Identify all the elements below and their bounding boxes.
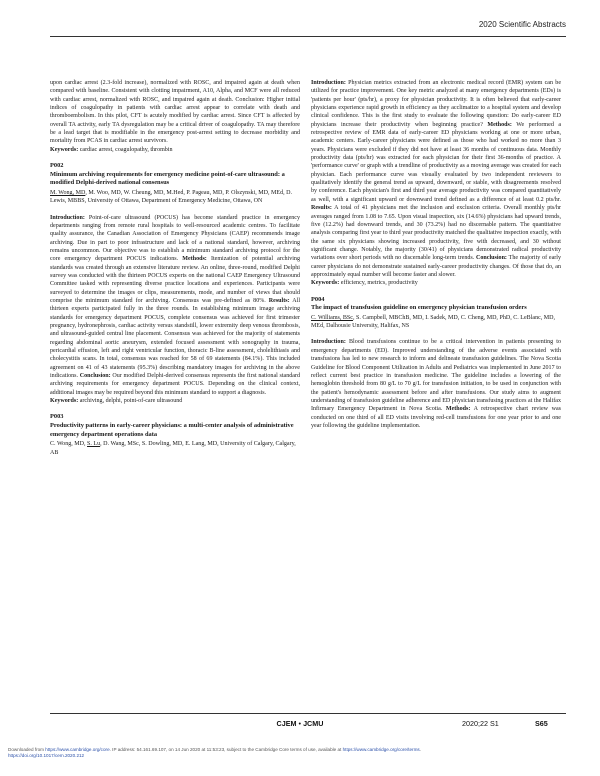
continued-abstract (50, 79, 300, 146)
header-rule (50, 36, 566, 37)
continued-keywords (50, 146, 300, 154)
authors-rest: , S. Campbell, MBChB, MD, I. Sadek, MD, C. Cheng, MD, PhD, C. LeBlanc, MD, MEd, Dalhousie University, Halifax, NS (311, 314, 556, 330)
keywords-label: Keywords: (50, 398, 79, 405)
left-column (50, 79, 300, 457)
keywords-p003 (311, 279, 561, 287)
section-label: Results: (311, 205, 332, 212)
section-label: Introduction: (311, 80, 346, 86)
page-number: S65 (535, 719, 548, 728)
section-text: The majority of early career physicians do not demonstrate sustained early-career productivity changes. Of those that do, an approximately equal number will become faster and slower. (311, 255, 561, 278)
keywords-label: Keywords: (311, 280, 340, 287)
authors-after: , D. Wang, MSc, S. Dowling, MD, E. Lang, MD, University of Calgary, Calgary, AB (50, 441, 296, 456)
journal-name (0, 719, 600, 728)
download-notice (8, 747, 592, 759)
presenting-author: C. Williams, BSc (311, 314, 353, 321)
core-link[interactable]: https://www.cambridge.org/core (45, 747, 110, 752)
section-text: We performed a retrospective review of EMR data of early-career ED physicians working at one or more urban, academic centers. Early-career physicians were defined as those who had worked no more than 3 years. Physicians were excluded if they did not have at least 36 months of continuous data. Monthly productivity data (pts/hr) was extracted for each physician for their first 36-months of practice. A 'performance curve' or graph with a trendline of productivity as a moving average was created for each physician. Each performance curve was visually evaluated by two independent reviewers to qualitatively identify the general trend as upward, downward, or stable, with disagreements resolved by conference. Each physician's first and third year average productivity was compared quantitatively as well, with a significant upward or downward trend defined as a difference of at least 0.2 pts/hr. (311, 121, 562, 203)
authors-rest: , M. Woo, MD, W. Cheung, MD, M.Hed, P. Pageau, MD, P. Olszynski, MD, MEd, D. Lewis, MBBS, University of Ottawa, Department of Emergency Medicine, Ottawa, ON (50, 189, 293, 205)
section-text: A retrospective chart review was conducted on one third of all ED visits involving red-cell transfusions for one year prior to and one year following the guideline implementation. (311, 406, 561, 429)
authors-p003 (50, 440, 300, 457)
section-label: Methods: (445, 406, 471, 413)
authors-p002 (50, 189, 300, 206)
volume-info: 2020;22 S1 (462, 719, 499, 728)
journal-left: CJEM (276, 719, 297, 728)
keywords-text: archiving, delphi, point-of-care ultrasound (78, 398, 183, 405)
keywords-text: efficiency, metrics, productivity (339, 280, 418, 287)
section-label: Introduction: (50, 214, 85, 221)
section-label: Conclusion: (476, 255, 507, 262)
section-text: Point-of-care ultrasound (POCUS) has become standard practice in emergency departments ranging from remote rural hospitals to well-resourced academic centres. To facilitate quality assurance, the Canadian Association of Emergency Physicians (CAEP) recommends image archiving. Due in part to poor infrastructure and lack of a national standard, however, archiving remains uncommon. Our objective was to establish a minimum standard archiving protocol for the core emergency department POCUS indications. (50, 214, 300, 263)
authors-before: C. Wong, MD, (50, 441, 88, 448)
abstract-id-p002: P002 (50, 162, 64, 170)
section-text: Itemization of potential archiving standards was created through an extensive literature review. An online, three-round, modified Delphi survey was conducted with the thirteen POCUS experts on the national CAEP Emergency Ultrasound Committee tasked with representing diverse practice locations and experiences. Participants were surveyed to determine the images or clips, measurements, mode, and number of views that should comprise the minimum standard for archiving. Consensus was pre-defined as 80%. (50, 256, 300, 304)
section-label: Introduction: (311, 339, 346, 346)
journal-separator: • (298, 719, 302, 728)
download-middle: . IP address: 54.161.69.107, on 14 Jun 2020 at 11:53:23, subject to the Cambridge Core terms of use, available at (109, 747, 343, 752)
abstract-body-p002 (50, 214, 300, 398)
section-text: Physician metrics extracted from an electronic medical record (EMR) system can be utilized for practice improvement. One key metric analyzed at many emergency departments (EDs) is 'patients per hour' (pts/hr), a proxy for physician productivity. It is often believed that early-career physicians experience rapid growth in efficiency as they acclimatize to a hospital system and develop clinical confidence. This is the first study to evaluate the following question: Do early-career ED physicians increase their productivity when beginning practice? (311, 80, 561, 128)
section-text: Blood transfusions continue to be a critical intervention in patients presenting to emergency departments (ED). Improved understanding of the adverse events associated with transfusions has led to new research to inform and delineate transfusion guidelines. The Nova Scotia Guideline for Blood Component Utilization in Adults and Pediatrics was implemented in June 2017 to reflect current best practice in transfusion medicine. The guideline includes a lowering of the hemoglobin threshold from 80 g/L to 70 g/L for transfusion initiation, to be used in conjunction with the patient's hemodynamic assessment before and after transfusions. Our study aims to augment understanding of transfusion guideline adherence and ED physician transfusing practices at the Halifax Infirmary Emergency Department in Nova Scotia. (311, 339, 561, 413)
right-column (311, 79, 561, 430)
abstract-title-p003: Productivity patterns in early-career physicians: a multi-center analysis of administrative emergency department operations data (50, 422, 294, 438)
footer-rule (50, 713, 566, 714)
keywords-label: Keywords: (50, 146, 79, 153)
abstract-body-p004 (311, 338, 561, 430)
continued-abstract-text: upon cardiac arrest (2.3-fold increase), normalized with ROSC, and impaired again at death when compared with baseline. Consistent with clotting impairment, A10, Alpha, and MCF were all reduced with cardiac arrest, normalized with ROSC, and impaired again at death. Conclusion: Higher initial indices of coagulopathy in patients with cardiac arrest appear to correlate with death and thromboembolism. In this pilot, CFT is acutely modified by cardiac arrest. Since CFT is affected by overall TA activity, early TA dysregulation may be a critical driver of coagulopathy. TA may therefore be a lead target that is modifiable in the emergency post-arrest setting to decrease morbidity and mortality from PCAS in cardiac arrest survivors. (50, 80, 300, 145)
presenting-author: S. Lu (87, 441, 101, 448)
presenting-author: M. Wong, MD (50, 189, 86, 196)
section-text: Our modified Delphi-derived consensus represents the first national standard archiving requirements for emergency department POCUS. Depending on the clinical context, additional images may be required beyond this minimum standard to support a diagnosis. (50, 373, 300, 396)
abstract-body-p003 (311, 79, 561, 279)
download-prefix: Downloaded from (8, 747, 46, 752)
section-text: A total of 41 physicians met the inclusion and exclusion criteria. Overall monthly pts/hr averages ranged from 1.08 to 7.65. Upon visual inspection, six (14.6%) physicians had upward trends, five (12.2%) had downward trends, and 30 (73.2%) had no discernable pattern. The quantitative analysis comparing first year to third year productivity matched the qualitative inspection exactly, with the same six physicians showing increased productivity, five with decreased, and 30 without significant change. Notably, the majority (30/41) of physicians demonstrated radical productivity variations over short periods with no discernable long-term trends. (311, 205, 561, 262)
section-text: All thirteen experts participated fully in the three rounds. In establishing minimum image archiving standards for emergency department POCUS, complete consensus was achieved for first trimester pregnancy, hydronephrosis, cardiac activity versus standstill, lower extremity deep venous thrombosis, and ultrasound-guided central line placement. Consensus was achieved for the majority of statements regarding abdominal aortic aneurysm, extended focused assessment with sonography in trauma, pericardial effusion, left and right ventricular function, thoracic B-line assessment, cholelithiasis and cholecystitis scans. In total, consensus was reached for 58 of 69 statements (84.1%). This included agreement on 41 of 43 statements (95.3%) describing mandatory images for archiving in the above indications. (50, 298, 301, 380)
abstract-id-p003: P003 (50, 413, 64, 421)
abstract-id-p004: P004 (311, 295, 325, 303)
section-label: Results: (268, 298, 290, 304)
abstract-title-p002: Minimum archiving requirements for emergency medicine point-of-care ultrasound: a modified Delphi-derived national consensus (50, 170, 285, 187)
section-label: Methods: (487, 121, 512, 128)
keywords-p002 (50, 397, 300, 405)
authors-p004 (311, 314, 561, 331)
section-label: Conclusion: (79, 373, 111, 380)
doi-link[interactable]: https://doi.org/10.1017/cem.2020.212 (8, 753, 85, 759)
running-title: 2020 Scientific Abstracts (478, 20, 566, 29)
section-label: Methods: (182, 256, 207, 263)
abstract-title-p004: The impact of transfusion guideline on emergency physician transfusion orders (311, 304, 527, 312)
terms-link[interactable]: https://www.cambridge.org/core/terms (342, 747, 420, 752)
keywords-text: cardiac arrest, coagulopathy, thrombin (78, 146, 173, 153)
journal-right: JCMU (303, 719, 324, 728)
download-end: . (419, 747, 421, 752)
